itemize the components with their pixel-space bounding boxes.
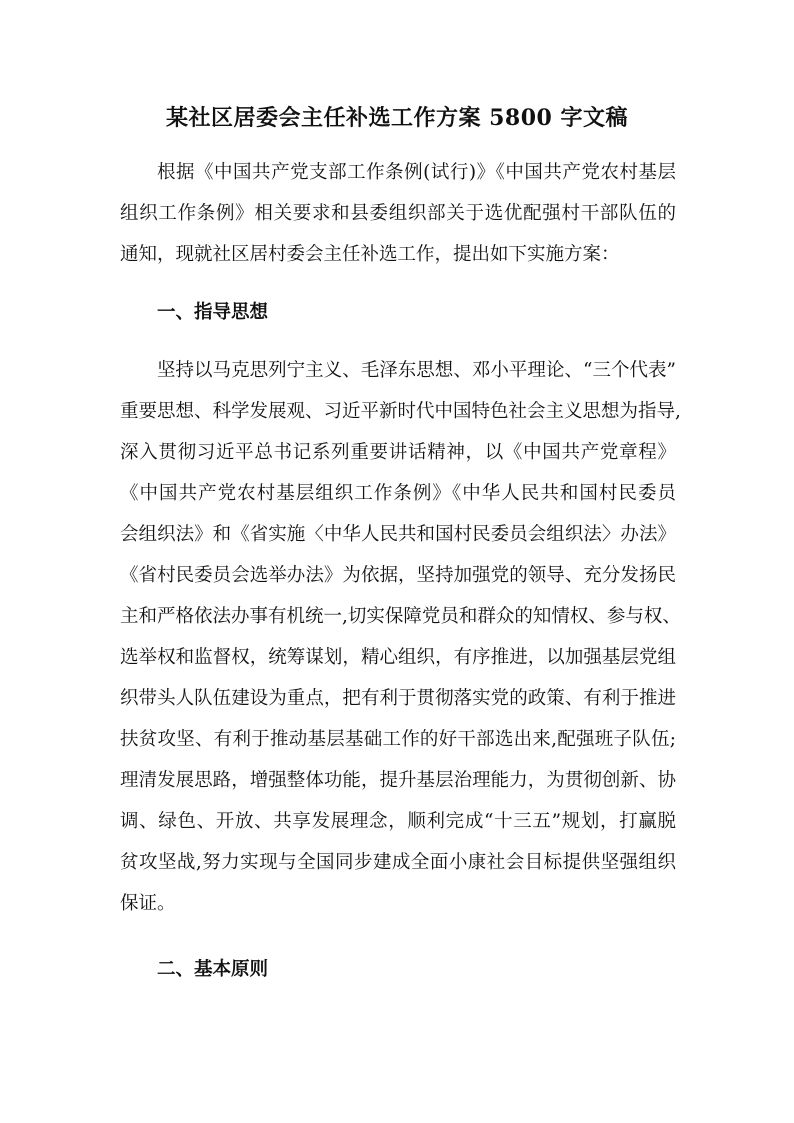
paragraph-line: 织带头人队伍建设为重点，把有利于贯彻落实党的政策、有利于推进	[120, 688, 676, 709]
paragraph-line: 《中国共产党农村基层组织工作条例》《中华人民共和国村民委员	[120, 483, 676, 504]
intro-line: 组织工作条例》相关要求和县委组织部关于选优配强村干部队伍的	[120, 203, 676, 224]
intro-line: 根据《中国共产党支部工作条例(试行)》《中国共产党农村基层	[157, 162, 676, 183]
guiding-ideology-paragraph	[120, 350, 681, 924]
paragraph-line: 调、绿色、开放、共享发展理念，顺利完成“十三五”规划，打赢脱	[120, 811, 676, 832]
paragraph-line: 重要思想、科学发展观、习近平新时代中国特色社会主义思想为指导,	[120, 401, 681, 422]
paragraph-line: 坚持以马克思列宁主义、毛泽东思想、邓小平理论、“三个代表”	[157, 360, 676, 381]
intro-line: 通知，现就社区居村委会主任补选工作，提出如下实施方案：	[120, 244, 620, 265]
paragraph-line: 深入贯彻习近平总书记系列重要讲话精神，以《中国共产党章程》	[120, 442, 676, 463]
paragraph-line: 会组织法》和《省实施〈中华人民共和国村民委员会组织法〉办法》	[120, 524, 676, 545]
section-heading-guiding-ideology: 一、指导思想	[157, 302, 269, 323]
section-heading-basic-principles: 二、基本原则	[157, 959, 269, 980]
intro-paragraph	[120, 152, 676, 275]
paragraph-line: 选举权和监督权，统筹谋划，精心组织，有序推进，以加强基层党组	[120, 647, 676, 668]
paragraph-line: 贫攻坚战,努力实现与全国同步建成全面小康社会目标提供坚强组织	[120, 852, 676, 873]
paragraph-line: 《省村民委员会选举办法》为依据，坚持加强党的领导、充分发扬民	[120, 565, 676, 586]
paragraph-line: 主和严格依法办事有机统一,切实保障党员和群众的知情权、参与权、	[120, 606, 681, 627]
paragraph-line: 理清发展思路，增强整体功能，提升基层治理能力，为贯彻创新、协	[120, 770, 676, 791]
paragraph-line: 扶贫攻坚、有利于推动基层基础工作的好干部选出来,配强班子队伍;	[120, 729, 676, 750]
paragraph-line: 保证。	[120, 893, 176, 914]
document-title: 某社区居委会主任补选工作方案 5800 字文稿	[165, 105, 629, 131]
